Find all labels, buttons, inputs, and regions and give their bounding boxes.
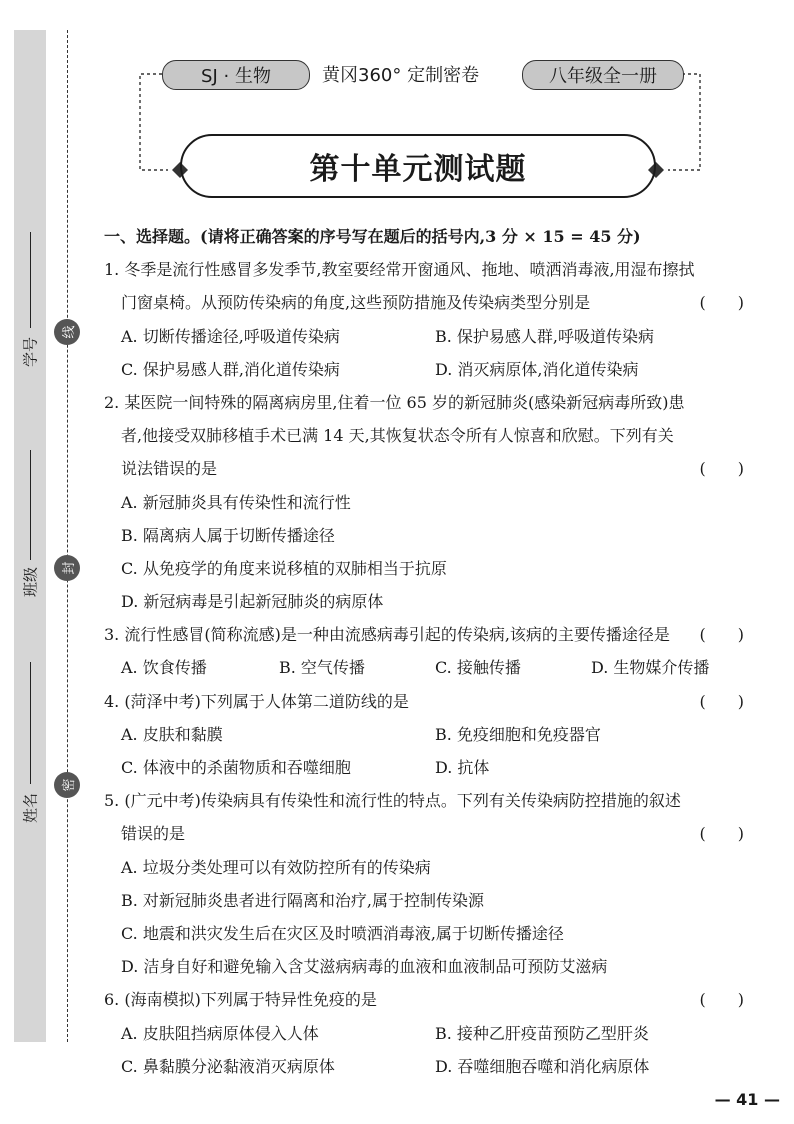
option-5c: C. 地震和洪灾发生后在灾区及时喷洒消毒液,属于切断传播途径 <box>121 923 564 943</box>
option-6c: C. 鼻黏膜分泌黏液消灭病原体 <box>121 1056 335 1076</box>
option-4c: C. 体液中的杀菌物质和吞噬细胞 <box>121 758 351 777</box>
question-1-line-1: 1. 冬季是流行性感冒多发季节,教室要经常开窗通风、拖地、喷洒消毒液,用湿布擦拭 <box>104 260 695 280</box>
option-5d: D. 洁身自好和避免输入含艾滋病病毒的血液和血液制品可预防艾滋病 <box>121 957 608 977</box>
page-title: 第十单元测试题 <box>180 134 656 198</box>
option-2a: A. 新冠肺炎具有传染性和流行性 <box>121 492 351 512</box>
section-title: 一、选择题。(请将正确答案的序号写在题后的括号内,3 分 × 15 = 45 分) <box>104 227 641 246</box>
option-1c: C. 保护易感人群,消化道传染病 <box>121 359 340 379</box>
answer-blank-2[interactable]: ( ) <box>699 459 744 479</box>
option-1d: D. 消灭病原体,消化道传染病 <box>435 359 639 379</box>
class-blank <box>30 450 31 560</box>
grade-tag: 八年级全一册 <box>522 60 684 90</box>
question-2-line-2: 者,他接受双肺移植手术已满 14 天,其恢复状态令所有人惊喜和欣慰。下列有关 <box>121 426 674 446</box>
question-6-options-row-1 <box>104 1017 744 1050</box>
class-label: 班级 <box>21 566 40 598</box>
page-number: — 41 — <box>714 1090 780 1109</box>
option-3d: D. 生物媒介传播 <box>591 658 710 678</box>
question-2-line-3: 说法错误的是 ( ) <box>104 452 744 485</box>
answer-blank-4[interactable]: ( ) <box>699 691 744 711</box>
question-1-line-2: 门窗桌椅。从预防传染病的角度,这些预防措施及传染病类型分别是 ( ) <box>104 286 744 319</box>
question-6-options-row-2 <box>104 1050 744 1083</box>
seal-feng: 封 <box>54 555 80 581</box>
option-4a: A. 皮肤和黏膜 <box>121 724 223 744</box>
question-3-options <box>104 651 744 684</box>
name-label: 姓名 <box>21 792 40 824</box>
name-blank <box>30 662 31 784</box>
subject-tag: SJ · 生物 <box>162 60 310 90</box>
question-section <box>104 220 744 1083</box>
option-6b: B. 接种乙肝疫苗预防乙型肝炎 <box>435 1023 649 1043</box>
answer-blank-6[interactable]: ( ) <box>699 990 744 1010</box>
option-3b: B. 空气传播 <box>279 658 365 678</box>
seal-xian: 线 <box>54 319 80 345</box>
series-name: 黄冈360° 定制密卷 <box>322 65 480 86</box>
question-2-line-1: 2. 某医院一间特殊的隔离病房里,住着一位 65 岁的新冠肺炎(感染新冠病毒所致)患 <box>104 392 685 412</box>
question-3-line-1: 3. 流行性感冒(简称流感)是一种由流感病毒引起的传染病,该病的主要传播途径是 ( ) <box>104 618 744 651</box>
option-6d: D. 吞噬细胞吞噬和消化病原体 <box>435 1056 650 1076</box>
student-id-label: 学号 <box>21 336 40 368</box>
answer-blank-5[interactable]: ( ) <box>699 824 744 844</box>
option-1a: A. 切断传播途径,呼吸道传染病 <box>121 326 340 346</box>
question-5-line-2: 错误的是 ( ) <box>104 817 744 850</box>
option-4b: B. 免疫细胞和免疫器官 <box>435 724 601 744</box>
option-3a: A. 饮食传播 <box>121 658 207 678</box>
question-4-options-row-2 <box>104 751 744 784</box>
question-6-line-1: 6. (海南模拟)下列属于特异性免疫的是 ( ) <box>104 983 744 1016</box>
option-1b: B. 保护易感人群,呼吸道传染病 <box>435 326 655 346</box>
answer-blank-3[interactable]: ( ) <box>699 625 744 645</box>
option-6a: A. 皮肤阻挡病原体侵入人体 <box>121 1023 319 1043</box>
question-5-line-1: 5. (广元中考)传染病具有传染性和流行性的特点。下列有关传染病防控措施的叙述 <box>104 791 681 811</box>
option-2b: B. 隔离病人属于切断传播途径 <box>121 525 335 545</box>
student-id-blank <box>30 232 31 328</box>
answer-blank-1[interactable]: ( ) <box>699 293 744 313</box>
option-2d: D. 新冠病毒是引起新冠肺炎的病原体 <box>121 592 384 612</box>
question-1-options-row-1 <box>104 320 744 353</box>
option-3c: C. 接触传播 <box>435 658 521 678</box>
question-4-options-row-1 <box>104 718 744 751</box>
option-5a: A. 垃圾分类处理可以有效防控所有的传染病 <box>121 857 431 877</box>
option-5b: B. 对新冠肺炎患者进行隔离和治疗,属于控制传染源 <box>121 890 485 910</box>
option-4d: D. 抗体 <box>435 758 490 777</box>
question-4-line-1: 4. (菏泽中考)下列属于人体第二道防线的是 ( ) <box>104 685 744 718</box>
option-2c: C. 从免疫学的角度来说移植的双肺相当于抗原 <box>121 558 447 578</box>
seal-mi: 密 <box>54 772 80 798</box>
question-1-options-row-2 <box>104 353 744 386</box>
